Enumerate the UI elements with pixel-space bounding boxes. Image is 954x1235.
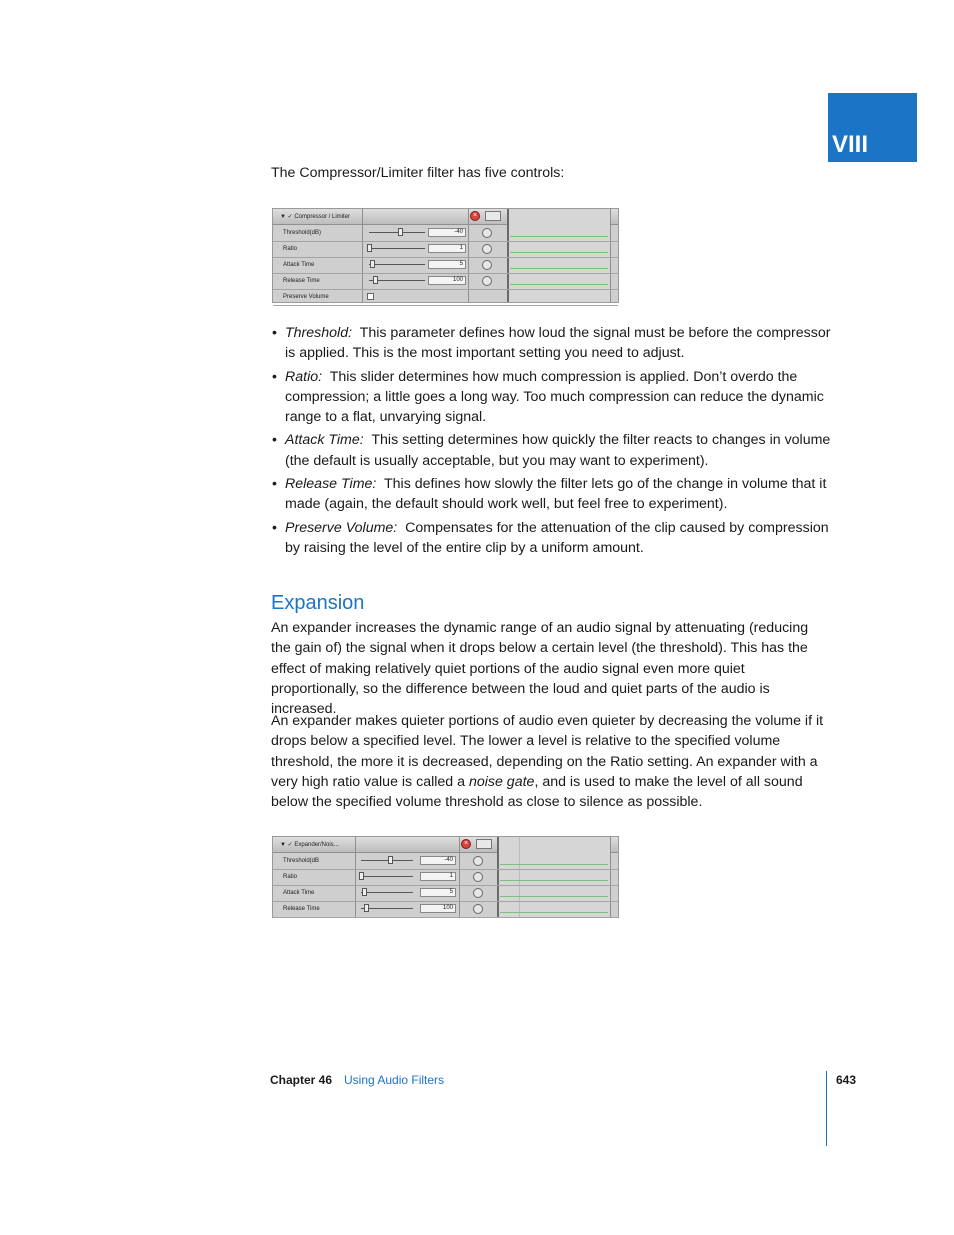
value-field[interactable]: 5 [420,888,456,897]
slider-thumb[interactable] [373,276,378,284]
parameter-row [273,273,618,290]
parameter-row [273,225,618,242]
reset-icon[interactable]: × [461,839,471,849]
footer-rule [826,1071,827,1146]
control-list [271,323,831,561]
value-field[interactable]: -40 [420,856,456,865]
keyframe-button-icon[interactable] [473,856,483,866]
keyframe-button-icon[interactable] [482,260,492,270]
parameter-label: Attack Time [283,262,315,268]
expander-noise-gate-panel [272,836,619,918]
parameter-row [273,853,618,870]
panel-title: ▼ ✓ Compressor / Limiter [280,214,350,220]
parameter-row [273,885,618,902]
keyframe-track [510,236,608,237]
slider-thumb[interactable] [364,904,369,912]
reset-icon[interactable]: × [470,211,480,221]
parameter-slider[interactable] [369,248,425,249]
list-item: • Preserve Volume: Compensates for the attenuation of the clip caused by compression by raising the level of the entire clip by a uniform amount. [272,519,829,556]
keyframe-track [500,912,608,913]
section-tab-label: VIII [832,131,869,158]
keyframe-button-icon[interactable] [473,872,483,882]
list-item: • Attack Time: This setting determines how quickly the filter reacts to changes in volume (the default is usually acceptable, but you may want to experiment). [272,432,831,469]
slider-thumb[interactable] [370,260,375,268]
keyframe-track [500,896,608,897]
keyframe-track [510,268,608,269]
chapter-number: Chapter 46 [270,1073,333,1087]
value-field[interactable]: 1 [428,244,466,253]
list-item: • Release Time: This defines how slowly the filter lets go of the change in volume that it made (again, the default should work well, but feel free to experiment). [272,476,827,513]
value-field[interactable]: 100 [428,276,466,285]
parameter-row [273,241,618,258]
slider-thumb[interactable] [388,856,393,864]
compressor-limiter-panel [272,208,619,303]
slider-thumb[interactable] [398,228,403,236]
parameter-row [273,901,618,918]
keyframe-track [500,864,608,865]
expansion-paragraph-1: An expander increases the dynamic range of an audio signal by attenuating (reducing the gain of) the signal when it drops below a certain level (the threshold). This has the effect of making relatively quiet portions of the audio signal even more quiet proportionally, so the difference between the loud and quiet parts of the audio is increased. [271,620,809,718]
keyframe-track [500,880,608,881]
slider-thumb[interactable] [359,872,364,880]
parameter-slider[interactable] [369,264,425,265]
parameter-label: Release Time [283,906,320,912]
checkbox[interactable] [367,293,374,300]
menu-icon[interactable] [476,839,492,849]
page-number: 643 [836,1073,857,1087]
keyframe-button-icon[interactable] [482,276,492,286]
panel-title: ▼ ✓ Expander/Nois... [280,842,339,848]
parameter-row [273,257,618,274]
parameter-slider[interactable] [361,892,413,893]
value-field[interactable]: -40 [428,228,466,237]
parameter-label: Attack Time [283,890,315,896]
parameter-row [273,869,618,886]
menu-icon[interactable] [485,211,501,221]
parameter-label: Preserve Volume [283,294,329,300]
parameter-label: Release Time [283,278,320,284]
keyframe-button-icon[interactable] [473,888,483,898]
intro-text: The Compressor/Limiter filter has five controls: [271,165,565,181]
list-item: • Ratio: This slider determines how much compression is applied. Don’t overdo the compression; a little goes a long way. Too much compression can reduce the dynamic range to a flat, unvarying signal. [272,368,824,426]
slider-thumb[interactable] [362,888,367,896]
parameter-label: Threshold(dB) [283,230,322,236]
expansion-paragraph-2: An expander makes quieter portions of audio even quieter by decreasing the volume if it drops below a specified level. The lower a level is relative to the specified volume threshold, the more it is decreased, depending on the Ratio setting. An expander with a very high ratio value is called a noise gate, and is used to make the level of all sound below the specified volume threshold as close to silence as possible. [271,713,824,811]
slider-thumb[interactable] [367,244,372,252]
value-field[interactable]: 100 [420,904,456,913]
parameter-label: Threshold(dB [283,858,320,864]
section-heading: Expansion [271,592,365,614]
parameter-slider[interactable] [361,876,413,877]
value-field[interactable]: 5 [428,260,466,269]
parameter-label: Ratio [283,246,298,252]
keyframe-track [510,252,608,253]
keyframe-track [510,284,608,285]
list-item: • Threshold: This parameter defines how loud the signal must be before the compressor is applied. This is the most important setting you need to adjust. [272,325,831,362]
keyframe-button-icon[interactable] [482,228,492,238]
chapter-title-link[interactable]: Using Audio Filters [344,1073,445,1087]
parameter-label: Ratio [283,874,298,880]
parameter-row [273,289,618,306]
keyframe-button-icon[interactable] [473,904,483,914]
keyframe-button-icon[interactable] [482,244,492,254]
value-field[interactable]: 1 [420,872,456,881]
section-tab [828,93,917,162]
